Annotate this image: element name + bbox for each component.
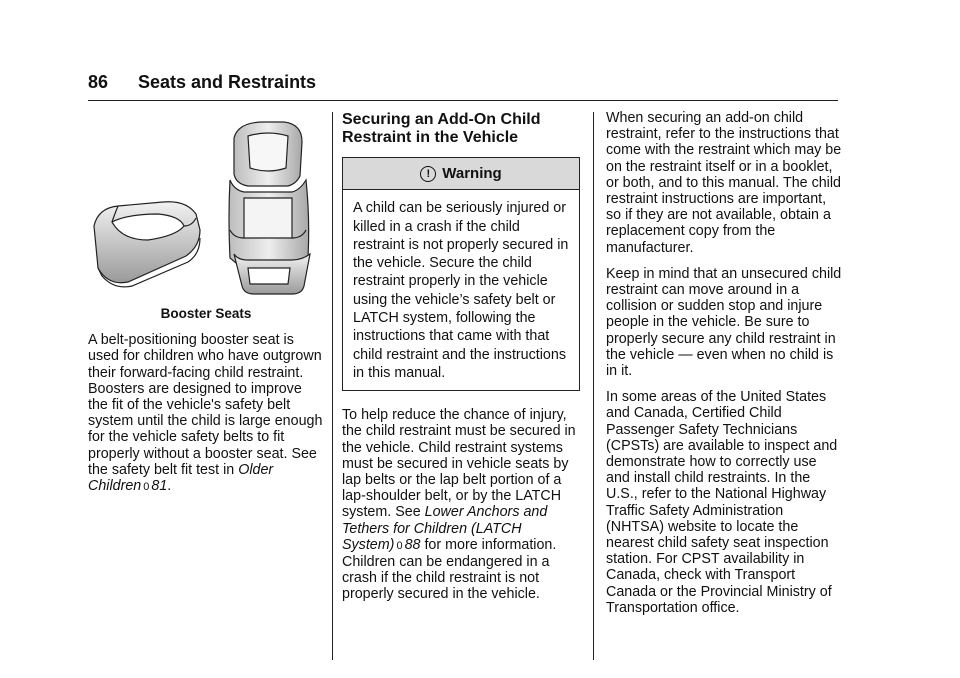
column-divider-1 bbox=[332, 112, 333, 660]
page-header bbox=[88, 70, 838, 101]
column-2 bbox=[342, 110, 580, 613]
page-ref-arrow-icon: 0 bbox=[396, 539, 403, 552]
latch-link[interactable]: Lower Anchors and Tethers for Children (LATCH System) bbox=[342, 504, 548, 553]
page-ref[interactable]: 81 bbox=[151, 478, 168, 495]
older-children-link[interactable]: Older Children bbox=[88, 461, 274, 495]
booster-paragraph: A belt-positioning booster seat is used for children who have outgrown their forward-facing child restraint. Boosters are designed to improve the fit of the vehicle's safety belt system until the child is large enough for the vehicle safety belts to fit properly without a booster seat. See the safety belt fit test in Older Children 0 81. bbox=[88, 332, 323, 495]
page-ref[interactable]: 88 bbox=[404, 536, 421, 553]
warning-header bbox=[343, 158, 579, 190]
column-1 bbox=[88, 110, 324, 505]
chapter-title: Seats and Restraints bbox=[138, 72, 317, 92]
page-number: 86 bbox=[88, 72, 109, 92]
instructions-paragraph: When securing an add-on child restraint, refer to the instructions that come with the restraint which may be on the restraint itself or in a booklet, or both, and to this manual. The child restraint instructions are important, so if they are not available, obtain a replacement copy from the manufacturer. bbox=[606, 110, 842, 256]
warning-text: A child can be seriously injured or killed in a crash if the child restraint is not properly secured in the vehicle. Secure the child restraint properly in the vehicle using the vehicle’s safety belt or LATCH system, following the instructions that came with that child restraint and the instructions in this manual. bbox=[353, 200, 569, 381]
column-3 bbox=[606, 110, 842, 626]
securing-paragraph: To help reduce the chance of injury, the child restraint must be secured in the vehicle. Child restraint systems must be secured in vehicle seats by lap belts or the lap belt portion of a lap-shoulder belt, or by the LATCH system. See Lower Anchors and Tethers for Children (LATCH System) 0 88 for more information. Children can be endangered in a crash if the child restraint is not properly secured in the vehicle. bbox=[342, 407, 576, 603]
section-title: Securing an Add-On Child Restraint in the Vehicle bbox=[342, 111, 541, 146]
backless-booster-icon bbox=[94, 202, 200, 287]
cpst-paragraph: In some areas of the United States and Canada, Certified Child Passenger Safety Technicians (CPSTs) are available to inspect and demonstrate how to correctly use and install child restraints. In the U.S., refer to the National Highway Traffic Safety Administration (NHTSA) website to locate the nearest child safety seat inspection station. For CPST availability in Canada, check with Transport Canada or the Provincial Ministry of Transportation office. bbox=[606, 389, 838, 616]
unsecured-paragraph: Keep in mind that an unsecured child restraint can move around in a collision or sudden stop and injure people in the vehicle. Be sure to properly secure any child restraint in the vehicle — even when no child is in it. bbox=[606, 265, 842, 380]
figure-caption: Booster Seats bbox=[160, 306, 252, 321]
page-ref-arrow-icon: 0 bbox=[143, 481, 150, 494]
warning-box bbox=[342, 157, 580, 391]
booster-seats-illustration bbox=[88, 118, 324, 298]
warning-title: Warning bbox=[442, 165, 502, 182]
booster-seats-svg bbox=[88, 118, 324, 298]
warning-icon: ! bbox=[420, 166, 436, 182]
high-back-booster-icon bbox=[229, 122, 310, 294]
column-divider-2 bbox=[593, 112, 594, 660]
